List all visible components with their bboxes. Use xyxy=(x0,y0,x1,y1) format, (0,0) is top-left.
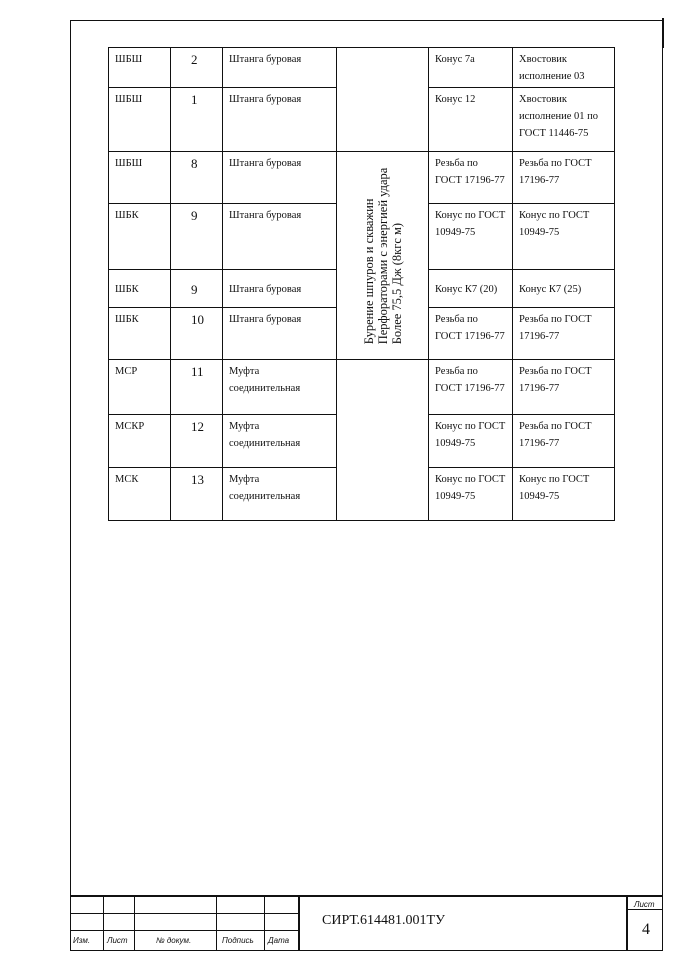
label-doc-number: № докум. xyxy=(156,936,192,945)
name-cell: Штанга буровая xyxy=(223,270,337,308)
connection-a-cell: Резьба по ГОСТ 17196-77 xyxy=(429,152,513,204)
connection-b-cell: Резьба по ГОСТ 17196-77 xyxy=(513,360,615,415)
code-cell: МСК xyxy=(109,468,171,521)
title-block-col-line xyxy=(216,895,217,951)
purpose-text xyxy=(362,167,404,344)
purpose-cell-empty xyxy=(337,415,429,468)
number-cell: 1 xyxy=(171,88,223,152)
name-cell: Штанга буровая xyxy=(223,204,337,270)
connection-a-cell: Конус К7 (20) xyxy=(429,270,513,308)
connection-a-cell: Резьба по ГОСТ 17196-77 xyxy=(429,360,513,415)
sheet-box-line xyxy=(626,909,663,910)
connection-a-cell: Резьба по ГОСТ 17196-77 xyxy=(429,308,513,360)
number-cell: 11 xyxy=(171,360,223,415)
purpose-cell-empty xyxy=(337,88,429,152)
label-date: Дата xyxy=(268,936,290,945)
number-cell: 9 xyxy=(171,270,223,308)
sheet-number: 4 xyxy=(642,921,650,938)
name-cell: Муфта соединительная xyxy=(223,468,337,521)
table-row xyxy=(109,152,615,204)
label-signature: Подпись xyxy=(222,936,254,945)
connection-a-cell: Конус 7а xyxy=(429,48,513,88)
connection-a-cell: Конус по ГОСТ 10949-75 xyxy=(429,204,513,270)
name-cell: Штанга буровая xyxy=(223,48,337,88)
sheet-label: Лист xyxy=(634,900,655,909)
purpose-cell-empty xyxy=(337,360,429,415)
connection-b-cell: Хвостовик исполнение 03 xyxy=(513,48,615,88)
connection-a-cell: Конус 12 xyxy=(429,88,513,152)
purpose-line-3: Более 75,5 Дж (8кгс м) xyxy=(389,222,404,344)
label-sheet: Лист xyxy=(107,936,128,945)
connection-b-cell: Резьба по ГОСТ 17196-77 xyxy=(513,308,615,360)
name-cell: Муфта соединительная xyxy=(223,415,337,468)
table-row xyxy=(109,415,615,468)
label-revision: Изм. xyxy=(73,936,91,945)
number-cell: 2 xyxy=(171,48,223,88)
name-cell: Штанга буровая xyxy=(223,88,337,152)
table-row xyxy=(109,88,615,152)
code-cell: ШБШ xyxy=(109,48,171,88)
name-cell: Штанга буровая xyxy=(223,308,337,360)
connection-b-cell: Резьба по ГОСТ 17196-77 xyxy=(513,152,615,204)
code-cell: ШБК xyxy=(109,270,171,308)
table-row xyxy=(109,468,615,521)
connection-a-cell: Конус по ГОСТ 10949-75 xyxy=(429,468,513,521)
connection-b-cell: Резьба по ГОСТ 17196-77 xyxy=(513,415,615,468)
code-cell: МСР xyxy=(109,360,171,415)
title-block-col-line xyxy=(134,895,135,951)
spec-table xyxy=(108,47,615,521)
table-row xyxy=(109,48,615,88)
connection-b-cell: Конус по ГОСТ 10949-75 xyxy=(513,468,615,521)
frame-corner-mark xyxy=(662,18,664,48)
name-cell: Штанга буровая xyxy=(223,152,337,204)
table-row xyxy=(109,360,615,415)
name-cell: Муфта соединительная xyxy=(223,360,337,415)
code-cell: ШБК xyxy=(109,308,171,360)
code-cell: МСКР xyxy=(109,415,171,468)
connection-b-cell: Хвостовик исполнение 01 по ГОСТ 11446-75 xyxy=(513,88,615,152)
code-cell: ШБШ xyxy=(109,152,171,204)
number-cell: 13 xyxy=(171,468,223,521)
number-cell: 8 xyxy=(171,152,223,204)
title-block-top-border xyxy=(70,895,663,897)
purpose-cell-empty xyxy=(337,468,429,521)
purpose-cell-empty xyxy=(337,48,429,88)
title-block-col-line xyxy=(264,895,265,951)
purpose-line-2: Перфораторами с энергией удара xyxy=(375,167,390,344)
connection-b-cell: Конус по ГОСТ 10949-75 xyxy=(513,204,615,270)
purpose-cell xyxy=(337,152,429,360)
connection-a-cell: Конус по ГОСТ 10949-75 xyxy=(429,415,513,468)
title-block-col-line xyxy=(103,895,104,951)
number-cell: 9 xyxy=(171,204,223,270)
document-code: СИРТ.614481.001ТУ xyxy=(322,913,446,928)
title-block xyxy=(70,895,663,951)
title-block-col-line xyxy=(626,895,628,951)
code-cell: ШБШ xyxy=(109,88,171,152)
purpose-line-1: Бурение шпуров и скважин xyxy=(361,198,376,344)
number-cell: 10 xyxy=(171,308,223,360)
title-block-col-line xyxy=(298,895,300,951)
code-cell: ШБК xyxy=(109,204,171,270)
connection-b-cell: Конус К7 (25) xyxy=(513,270,615,308)
number-cell: 12 xyxy=(171,415,223,468)
